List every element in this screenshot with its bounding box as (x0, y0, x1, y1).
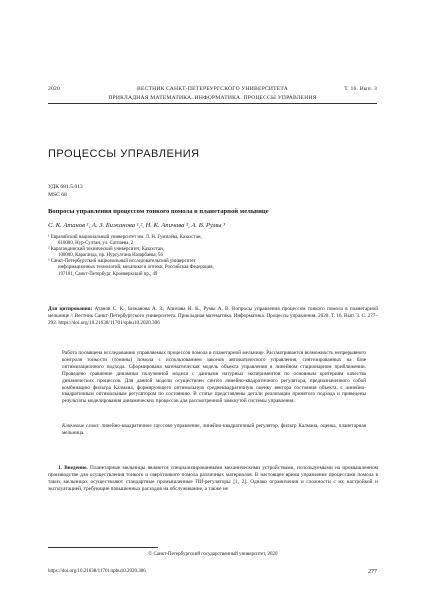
header-year: 2020 (48, 86, 60, 92)
intro-heading: 1. Введение. (58, 465, 88, 471)
affiliation-1-line2: 010000, Нур-Султан, ул. Сатпаева, 2 (58, 241, 134, 247)
affiliation-2-line1: ² Карагандинский технический университет, Казахстан, (48, 247, 164, 253)
affiliation-2-line2: 100000, Караганда, пр. Нурсултана Назарбаева, 56 (58, 253, 163, 259)
keywords-text: линейно-квадратичное гауссово управление, линейно-квадратичный регулятор, фильтр Калмана, оценка, планетарная мельница. (62, 423, 367, 436)
affiliations (48, 235, 378, 278)
article-title: Вопросы управления процессом тонкого помола в планетарной мельнице (48, 208, 269, 215)
affiliation-3-line2: информационных технологий, механики и оптики, Российская Федерация, (58, 265, 214, 271)
keywords-block (62, 423, 366, 437)
copyright-notice: © Санкт-Петербургский государственный университет, 2020 (148, 552, 278, 557)
affiliation-3-line1: ³ Санкт-Петербургский национальный исследовательский университет (48, 259, 196, 265)
header-subtitle: ПРИКЛАДНАЯ МАТЕМАТИКА. ИНФОРМАТИКА. ПРОЦЕССЫ УПРАВЛЕНИЯ (108, 95, 317, 101)
affiliation-3-line3: 197101, Санкт-Петербург, Кронверкский пр., 49 (58, 271, 158, 277)
footnote-rule (48, 547, 158, 548)
article-authors: С. К. Атанов ¹, А. З. Бижанова ¹,², Н. К. Апичава ², А. В. Румы ³ (48, 222, 226, 229)
introduction-paragraph (48, 465, 378, 493)
affiliation-1-line1: ¹ Евразийский национальный университет им. Л. Н. Гумилёва, Казахстан, (48, 235, 202, 240)
section-title: ПРОЦЕССЫ УПРАВЛЕНИЯ (48, 148, 200, 160)
doi-link[interactable]: https://doi.org/10.21638/11701/spbu10.2020.306 (48, 569, 146, 574)
udc-code: УДК 681.5.013 (48, 184, 83, 190)
header-journal: ВЕСТНИК САНКТ-ПЕТЕРБУРГСКОГО УНИВЕРСИТЕТА (137, 86, 288, 92)
header-volume: Т. 16. Вып. 3 (344, 86, 377, 92)
citation-label: Для цитирования: (48, 306, 93, 312)
abstract-text: Работа посвящена исследованию управляемых процессов помола в планетарной мельнице. Рассматривается возможность непрерывного контроля тонкости (тонины) помола с использованием законов автоматического управления, синтезированных на базе оптимизационного подхода. Сформирована математическая модель объекта управления в линейном стационарном приближении. Проведено сравнение динамики полученной модели с данными натурных экспериментов по основным критериям качества динамических процессов. Для данной модели осуществлен синтез линейно-квадратичного регулятора, предназначенного собой комбинацию фильтра Калмана, формирующего оптимальную среднеквадратичную оценку вектора состояния объекта, с линейно-квадратичным оптимальным регулятором по состоянию. В статье представлены детали реализации принятого подхода и приведены результаты моделирования динамических процессов для рассмотренной замкнутой системы управления. (62, 350, 366, 405)
msc-code: MSC 68 (48, 192, 67, 198)
citation-text: Атанов С. К., Бижанова А. З., Апичава Н. К., Румы А. В. Вопросы управления процессом тонкого помола в планетарной мельнице // Вестник Санкт-Петербургского университета. Прикладная математика. Информатика. Процессы управления. 2020. Т. 16. Вып. 3. С. 277–292. https://doi.org/10.21638/11701/spbu10.2020.306 (48, 306, 378, 326)
citation-block (48, 306, 378, 327)
page-number: 277 (368, 569, 377, 575)
header-rule (48, 103, 377, 104)
keywords-label: Ключевые слова: (62, 423, 100, 429)
intro-text: Планетарные мельницы являются специализированными механическими устройствами, используемыми на промышленном производстве для осуществления тонкого и сверхтонкого помола различных материалов. В настоящее время управление процессами помола в таких мельницах осуществляют стандартные промышленные ПИ-регуляторы [1, 2]. Однако ограничения и сложности с их настройкой и эксплуатацией, требующие повышенных расходов на обслуживание, а также не (48, 465, 379, 492)
